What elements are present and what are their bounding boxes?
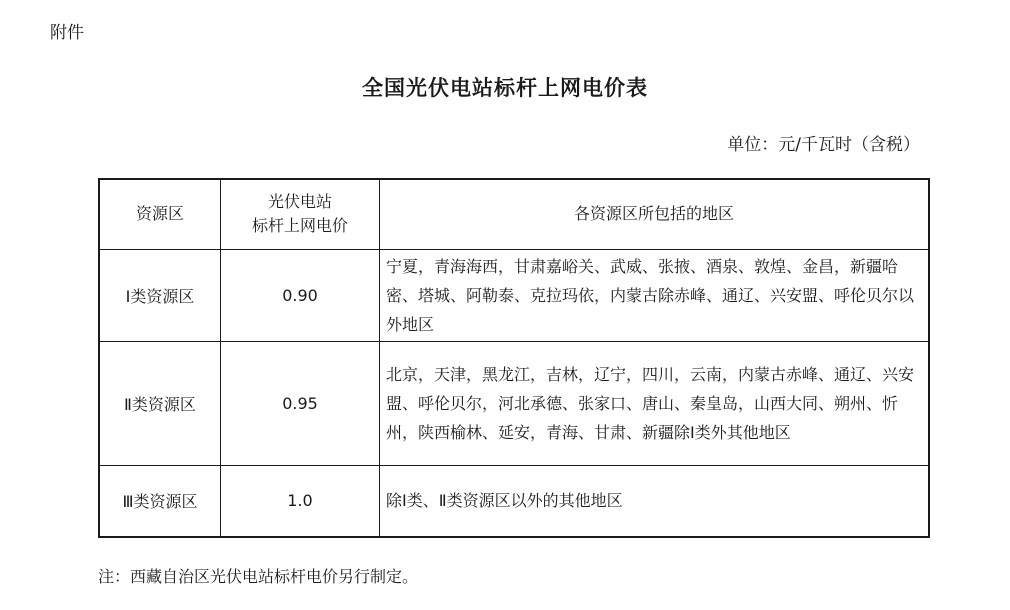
- footnote: 注：西藏自治区光伏电站标杆电价另行制定。: [98, 567, 419, 586]
- header-price: [221, 179, 380, 249]
- header-price-line1: 光伏电站: [267, 192, 332, 212]
- cell-areas: 宁夏，青海海西，甘肃嘉峪关、武威、张掖、酒泉、敦煌、金昌，新疆哈密、塔城、阿勒泰、克拉玛依，内蒙古除赤峰、通辽、兴安盟、呼伦贝尔以外地区: [380, 249, 930, 341]
- attachment-label: 附件: [50, 23, 84, 43]
- page-title: 全国光伏电站标杆上网电价表: [362, 76, 648, 100]
- table-row: [99, 465, 929, 537]
- table-header-row: [99, 179, 929, 249]
- cell-price: 0.90: [221, 249, 380, 341]
- cell-price: 1.0: [221, 465, 380, 537]
- price-table: [98, 178, 930, 538]
- cell-areas: 除Ⅰ类、Ⅱ类资源区以外的其他地区: [380, 465, 930, 537]
- unit-label: 单位：元/千瓦时（含税）: [727, 135, 920, 155]
- table-row: [99, 249, 929, 341]
- cell-region: Ⅲ类资源区: [99, 465, 221, 537]
- table-row: [99, 341, 929, 465]
- cell-region: Ⅰ类资源区: [99, 249, 221, 341]
- header-areas: 各资源区所包括的地区: [380, 179, 930, 249]
- header-price-line2: 标杆上网电价: [251, 216, 348, 236]
- cell-region: Ⅱ类资源区: [99, 341, 221, 465]
- cell-areas: 北京，天津，黑龙江，吉林，辽宁，四川，云南，内蒙古赤峰、通辽、兴安盟、呼伦贝尔，河北承德、张家口、唐山、秦皇岛，山西大同、朔州、忻州，陕西榆林、延安，青海、甘肃、新疆除Ⅰ类外其他地区: [380, 341, 930, 465]
- cell-price: 0.95: [221, 341, 380, 465]
- header-region: 资源区: [99, 179, 221, 249]
